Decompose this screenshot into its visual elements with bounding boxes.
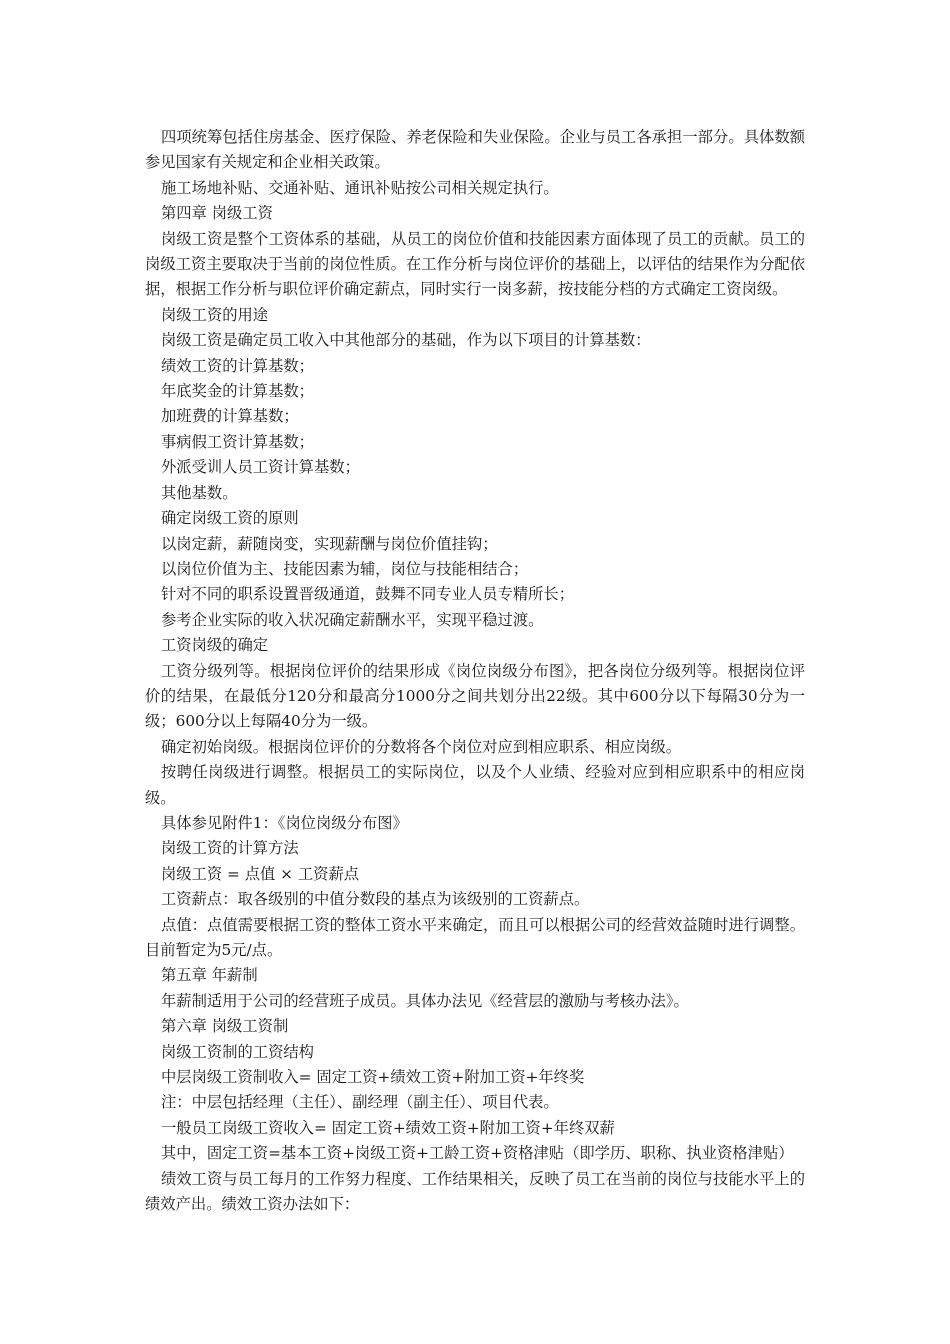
paragraph: 年薪制适用于公司的经营班子成员。具体办法见《经营层的激励与考核办法》。 <box>161 991 689 1010</box>
paragraph: 按聘任岗级进行调整。根据员工的实际岗位，以及个人业绩、经验对应到相应职系中的相应岗级。 <box>145 763 805 807</box>
paragraph: 其中，固定工资=基本工资+岗级工资+工龄工资+资格津贴（即学历、职称、执业资格津贴） <box>161 1144 794 1163</box>
formula: 一般员工岗级工资收入= 固定工资+绩效工资+附加工资+年终双薪 <box>161 1118 615 1137</box>
paragraph: 点值：点值需要根据工资的整体工资水平来确定，而且可以根据公司的经营效益随时进行调整。目前暂定为5元/点。 <box>145 915 805 959</box>
list-item: 年底奖金的计算基数； <box>161 382 314 401</box>
list-item: 其他基数。 <box>161 483 238 502</box>
document-body <box>145 125 805 1217</box>
list-item: 以岗定薪，薪随岗变，实现薪酬与岗位价值挂钩； <box>161 534 498 553</box>
paragraph: 具体参见附件1：《岗位岗级分布图》 <box>161 813 408 832</box>
list-item: 外派受训人员工资计算基数； <box>161 458 360 477</box>
paragraph: 施工场地补贴、交通补贴、通讯补贴按公司相关规定执行。 <box>161 178 559 197</box>
section-heading: 岗级工资的用途 <box>161 305 269 324</box>
chapter-heading: 第四章 岗级工资 <box>161 204 273 223</box>
section-heading: 岗级工资制的工资结构 <box>161 1042 314 1061</box>
formula: 中层岗级工资制收入= 固定工资+绩效工资+附加工资+年终奖 <box>161 1068 585 1087</box>
list-item: 加班费的计算基数； <box>161 407 299 426</box>
list-item: 绩效工资的计算基数； <box>161 356 314 375</box>
section-heading: 岗级工资的计算方法 <box>161 839 299 858</box>
chapter-heading: 第六章 岗级工资制 <box>161 1017 289 1036</box>
paragraph: 岗级工资是整个工资体系的基础，从员工的岗位价值和技能因素方面体现了员工的贡献。员工的岗级工资主要取决于当前的岗位性质。在工作分析与岗位评价的基础上，以评估的结果作为分配依据，根据工作分析与职位评价确定薪点，同时实行一岗多薪，按技能分档的方式确定工资岗级。 <box>145 229 805 299</box>
section-heading: 确定岗级工资的原则 <box>161 509 299 528</box>
list-item: 参考企业实际的收入状况确定薪酬水平，实现平稳过渡。 <box>161 610 544 629</box>
list-item: 事病假工资计算基数； <box>161 432 314 451</box>
paragraph: 岗级工资是确定员工收入中其他部分的基础，作为以下项目的计算基数： <box>161 331 651 350</box>
paragraph: 工资分级列等。根据岗位评价的结果形成《岗位岗级分布图》，把各岗位分级列等。根据岗位评价的结果，在最低分120分和最高分1000分之间共划分出22级。其中600分以下每隔30分为一级；600分以上每隔40分为一级。 <box>145 661 805 731</box>
paragraph: 绩效工资与员工每月的工作努力程度、工作结果相关，反映了员工在当前的岗位与技能水平上的绩效产出。绩效工资办法如下： <box>145 1169 805 1214</box>
chapter-heading: 第五章 年薪制 <box>161 966 258 985</box>
list-item: 针对不同的职系设置晋级通道，鼓舞不同专业人员专精所长； <box>161 585 575 604</box>
list-item: 以岗位价值为主、技能因素为辅，岗位与技能相结合； <box>161 559 529 578</box>
formula: 岗级工资 = 点值 × 工资薪点 <box>161 864 360 883</box>
paragraph: 确定初始岗级。根据岗位评价的分数将各个岗位对应到相应职系、相应岗级。 <box>161 737 682 756</box>
paragraph: 四项统筹包括住房基金、医疗保险、养老保险和失业保险。企业与员工各承担一部分。具体数额参见国家有关规定和企业相关政策。 <box>145 128 805 172</box>
note: 注：中层包括经理（主任）、副经理（副主任）、项目代表。 <box>161 1093 559 1112</box>
section-heading: 工资岗级的确定 <box>161 636 269 655</box>
paragraph: 工资薪点：取各级别的中值分数段的基点为该级别的工资薪点。 <box>161 890 590 909</box>
